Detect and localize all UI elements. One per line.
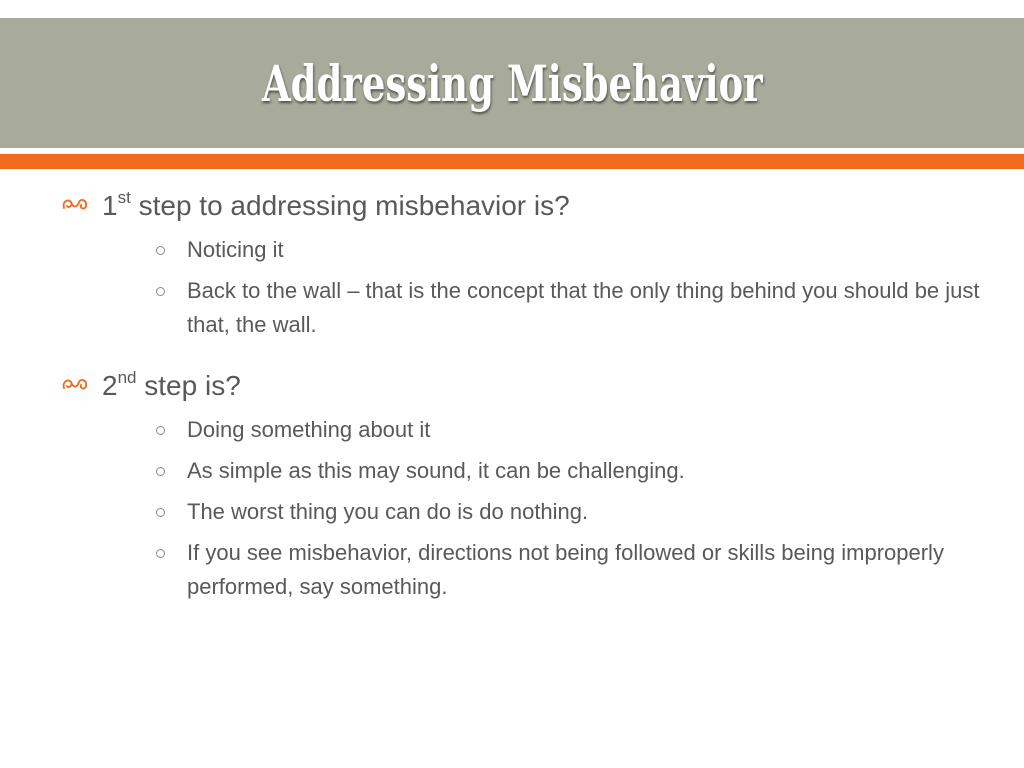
hollow-circle-icon (156, 549, 165, 558)
bullet-text: step is? (136, 370, 241, 401)
title-band (0, 18, 1024, 148)
hollow-circle-icon (156, 467, 165, 476)
hollow-circle-icon (156, 508, 165, 517)
hollow-circle-icon (156, 246, 165, 255)
sub-bullet (102, 233, 980, 267)
sub-bullet-list (102, 413, 980, 604)
accent-bar (0, 154, 1024, 169)
bullet-number: 1 (102, 190, 118, 221)
hollow-circle-icon (156, 287, 165, 296)
sub-bullet-list (102, 233, 980, 342)
hollow-circle-icon (156, 426, 165, 435)
sub-bullet-text: If you see misbehavior, directions not being followed or skills being improperly performed, say something. (187, 540, 944, 599)
sub-bullet (102, 274, 980, 342)
bullet-text: step to addressing misbehavior is? (130, 190, 570, 221)
sub-bullet-text: Noticing it (187, 237, 284, 262)
sub-bullet (102, 413, 980, 447)
bullet-first-step (60, 186, 980, 342)
sub-bullet (102, 454, 980, 488)
bullet-second-step (60, 366, 980, 604)
sub-bullet-text: Doing something about it (187, 417, 431, 442)
scroll-flourish-icon (60, 368, 90, 398)
sub-bullet-text: The worst thing you can do is do nothing. (187, 499, 589, 524)
sub-bullet-text: As simple as this may sound, it can be challenging. (187, 458, 685, 483)
slide-title: Addressing Misbehavior (261, 53, 763, 113)
sub-bullet (102, 536, 980, 604)
bullet-ordinal: st (117, 188, 131, 207)
bullet-ordinal: nd (117, 368, 137, 387)
scroll-flourish-icon (60, 188, 90, 218)
bullet-number: 2 (102, 370, 118, 401)
sub-bullet (102, 495, 980, 529)
slide-body (60, 186, 980, 604)
sub-bullet-text: Back to the wall – that is the concept that the only thing behind you should be just that, the wall. (187, 278, 980, 337)
